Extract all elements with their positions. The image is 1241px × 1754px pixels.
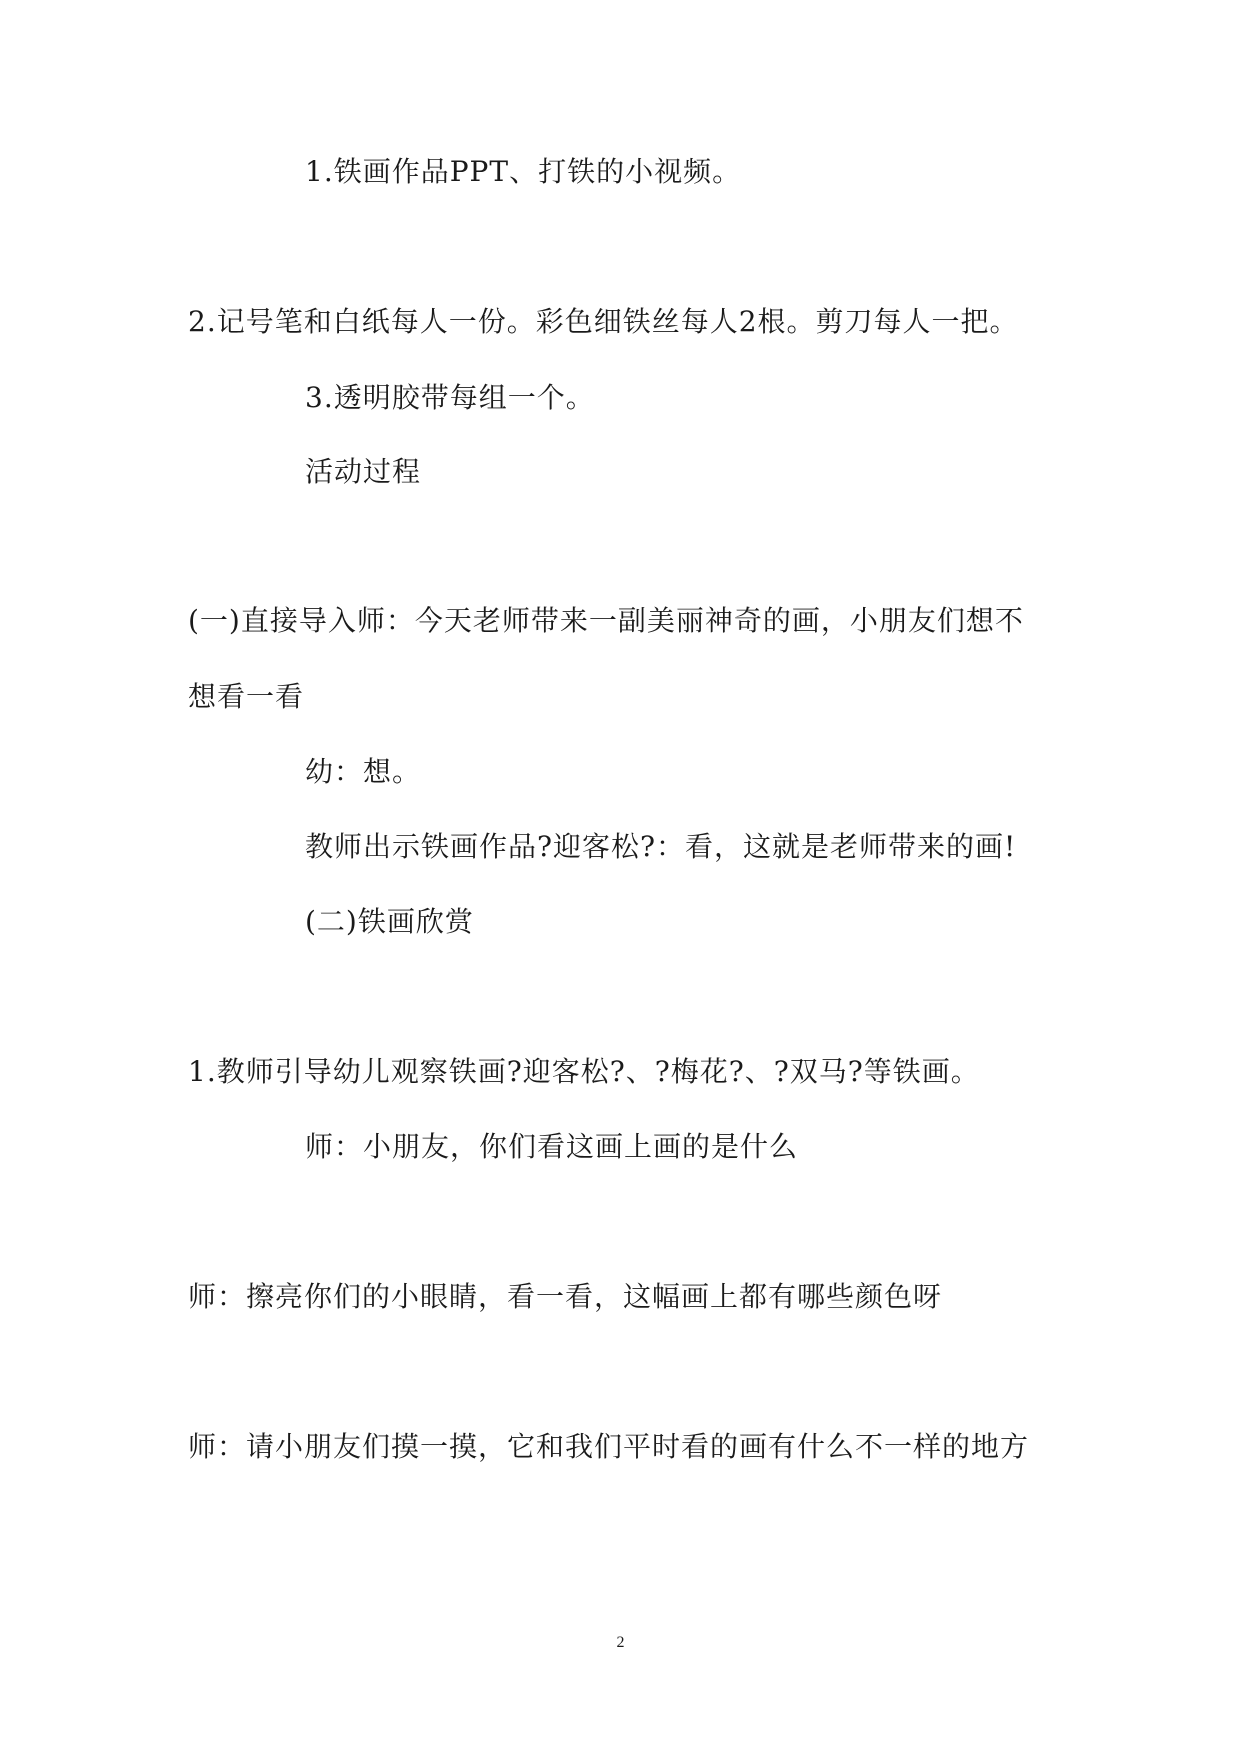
paragraph-question-2: 师：擦亮你们的小眼睛，看一看，这幅画上都有哪些颜色呀 (188, 1280, 943, 1313)
paragraph-intro-continued: 想看一看 (188, 680, 305, 713)
section-heading-activity-process: 活动过程 (305, 455, 422, 488)
paragraph-materials-1: 1.铁画作品PPT、打铁的小视频。 (305, 155, 742, 188)
paragraph-materials-3: 3.透明胶带每组一个。 (305, 381, 595, 414)
paragraph-child-reply: 幼：想。 (305, 755, 422, 788)
paragraph-question-3: 师：请小朋友们摸一摸，它和我们平时看的画有什么不一样的地方 (188, 1430, 1030, 1463)
paragraph-intro: (一)直接导入师：今天老师带来一副美丽神奇的画，小朋友们想不 (188, 604, 1024, 637)
paragraph-observe: 1.教师引导幼儿观察铁画?迎客松?、?梅花?、?双马?等铁画。 (188, 1055, 980, 1088)
page-number: 2 (616, 1634, 625, 1651)
paragraph-materials-2: 2.记号笔和白纸每人一份。彩色细铁丝每人2根。剪刀每人一把。 (188, 305, 1019, 338)
paragraph-teacher-shows: 教师出示铁画作品?迎客松?：看，这就是老师带来的画! (305, 830, 1017, 863)
paragraph-question-1: 师：小朋友，你们看这画上画的是什么 (305, 1130, 799, 1163)
section-heading-appreciation: (二)铁画欣赏 (305, 905, 474, 938)
